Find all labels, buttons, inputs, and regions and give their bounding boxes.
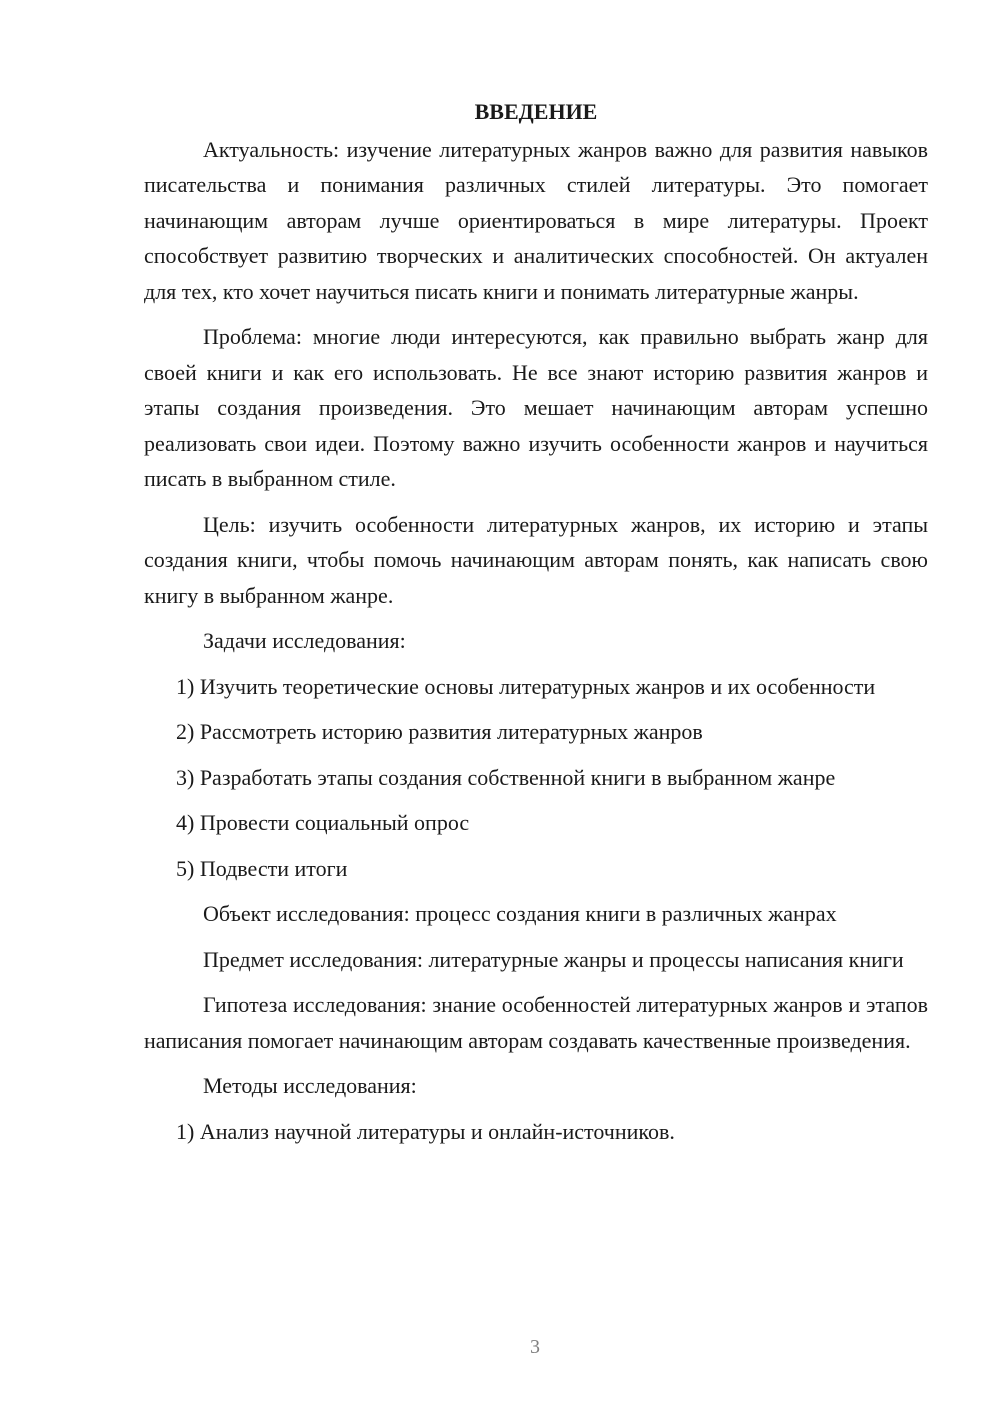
subject-paragraph: Предмет исследования: литературные жанры и процессы написания книги bbox=[203, 946, 904, 972]
section-title: ВВЕДЕНИЕ bbox=[474, 99, 598, 124]
tasks-heading: Задачи исследования: bbox=[203, 628, 406, 653]
task-item-4: 4) Провести социальный опрос bbox=[176, 810, 470, 835]
hypothesis-paragraph: Гипотеза исследования: знание особенностей литературных жанров и этапов написания помогает начинающим авторам создавать качественные произведения. bbox=[144, 992, 928, 1053]
page-number: 3 bbox=[530, 1336, 540, 1358]
task-item-3: 3) Разработать этапы создания собственной книги в выбранном жанре bbox=[176, 764, 836, 790]
problem-paragraph: Проблема: многие люди интересуются, как правильно выбрать жанр для своей книги и как его использовать. Не все знают историю развития жанров и этапы создания произведения. Это мешает начинающим авторам успешно реализовать свои идеи. Поэтому важно изучить особенности жанров и научиться писать в выбранном стиле. bbox=[144, 324, 928, 491]
goal-paragraph: Цель: изучить особенности литературных жанров, их историю и этапы создания книги, чтобы помочь начинающим авторам понять, как написать свою книгу в выбранном жанре. bbox=[144, 511, 928, 608]
method-item-1: 1) Анализ научной литературы и онлайн-источников. bbox=[176, 1118, 675, 1144]
task-item-1: 1) Изучить теоретические основы литературных жанров и их особенности bbox=[176, 673, 876, 699]
task-item-2: 2) Рассмотреть историю развития литературных жанров bbox=[176, 719, 703, 744]
document-page bbox=[144, 94, 928, 1159]
task-item-5: 5) Подвести итоги bbox=[176, 855, 348, 881]
methods-heading: Методы исследования: bbox=[203, 1073, 417, 1098]
relevance-paragraph: Актуальность: изучение литературных жанров важно для развития навыков писательства и понимания различных стилей литературы. Это помогает начинающим авторам лучше ориентироваться в мире литературы. Проект способствует развитию творческих и аналитических способностей. Он актуален для тех, кто хочет научиться писать книги и понимать литературные жанры. bbox=[144, 136, 928, 304]
object-paragraph: Объект исследования: процесс создания книги в различных жанрах bbox=[203, 901, 837, 926]
